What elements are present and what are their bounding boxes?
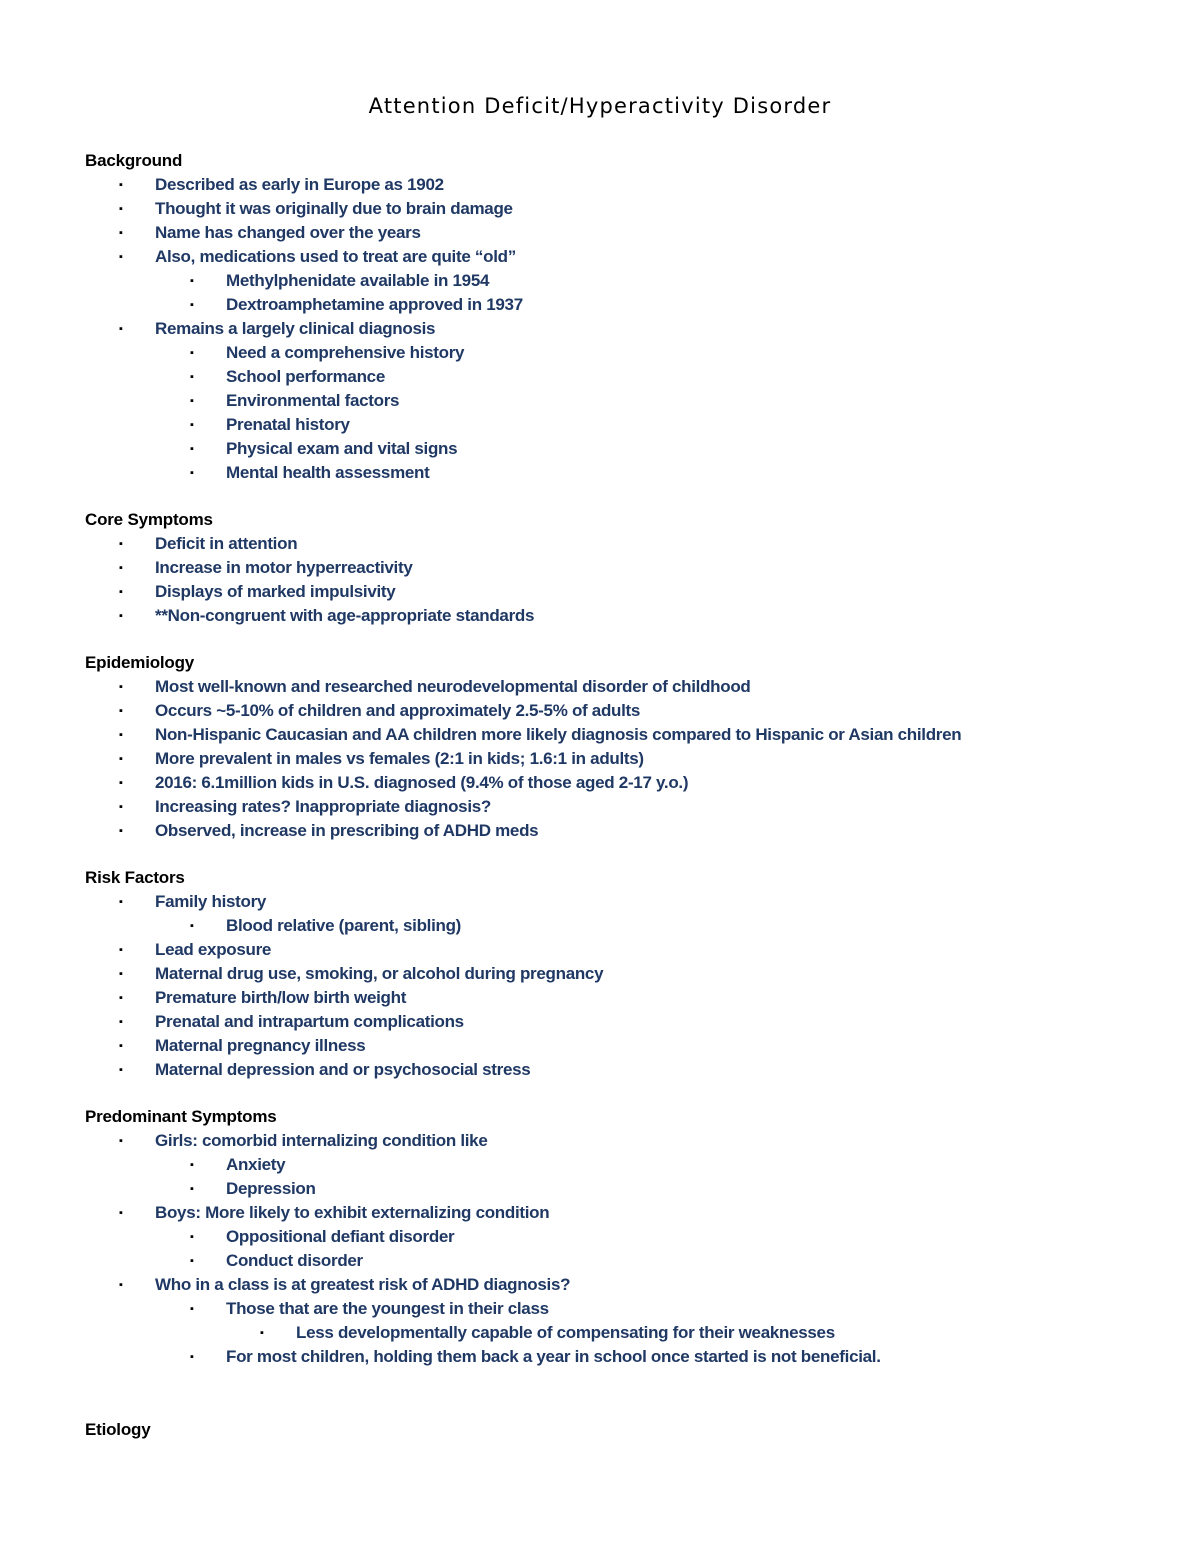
list-item-text: Anxiety xyxy=(226,1155,286,1174)
list-item xyxy=(85,1153,1185,1177)
list-item xyxy=(85,173,1185,197)
list-item-text: Deficit in attention xyxy=(155,534,298,553)
list-item-text: Also, medications used to treat are quite “old” xyxy=(155,247,516,266)
section-etiology xyxy=(85,1418,1185,1442)
list-item-text: Occurs ~5-10% of children and approximately 2.5-5% of adults xyxy=(155,701,641,720)
section-heading: Background xyxy=(85,151,183,170)
list-item xyxy=(85,1034,1185,1058)
list-item xyxy=(85,795,1185,819)
list-item xyxy=(85,365,1185,389)
list-item-text: Those that are the youngest in their class xyxy=(226,1299,549,1318)
bullet-icon: ▪ xyxy=(119,586,123,598)
list-item-text: Thought it was originally due to brain damage xyxy=(155,199,513,218)
list-item-text: Maternal depression and or psychosocial stress xyxy=(155,1060,531,1079)
section-heading: Epidemiology xyxy=(85,653,195,672)
bullet-icon: ▪ xyxy=(119,227,123,239)
list-item-text: More prevalent in males vs females (2:1 in kids; 1.6:1 in adults) xyxy=(155,749,644,768)
bullet-icon: ▪ xyxy=(119,538,123,550)
bullet-icon: ▪ xyxy=(119,801,123,813)
bullet-icon: ▪ xyxy=(119,1279,123,1291)
list-item xyxy=(85,699,1185,723)
list-item-text: Increasing rates? Inappropriate diagnosis? xyxy=(155,797,491,816)
list-item-text: Prenatal and intrapartum complications xyxy=(155,1012,464,1031)
list-item xyxy=(85,1058,1185,1082)
bullet-icon: ▪ xyxy=(119,729,123,741)
bullet-icon: ▪ xyxy=(119,1016,123,1028)
list-item-text: 2016: 6.1million kids in U.S. diagnosed (9.4% of those aged 2-17 y.o.) xyxy=(155,773,689,792)
bullet-icon: ▪ xyxy=(119,251,123,263)
bullet-icon: ▪ xyxy=(190,1159,194,1171)
list-item-text: Most well-known and researched neurodevelopmental disorder of childhood xyxy=(155,677,751,696)
list-item xyxy=(85,389,1185,413)
list-item xyxy=(85,1273,1185,1297)
list-item-text: Need a comprehensive history xyxy=(226,343,465,362)
list-item xyxy=(85,197,1185,221)
bullet-icon: ▪ xyxy=(190,467,194,479)
list-item xyxy=(85,413,1185,437)
bullet-icon: ▪ xyxy=(190,1231,194,1243)
list-item xyxy=(85,437,1185,461)
bullet-icon: ▪ xyxy=(119,777,123,789)
bullet-icon: ▪ xyxy=(119,896,123,908)
bullet-list xyxy=(85,675,1185,843)
list-item xyxy=(85,556,1185,580)
list-item xyxy=(85,1201,1185,1225)
section-core-symptoms xyxy=(85,508,1185,628)
list-item xyxy=(85,1129,1185,1153)
section-epidemiology xyxy=(85,651,1185,843)
bullet-icon: ▪ xyxy=(119,1135,123,1147)
list-item xyxy=(85,1225,1185,1249)
list-item xyxy=(85,293,1185,317)
section-heading: Risk Factors xyxy=(85,868,185,887)
bullet-icon: ▪ xyxy=(119,705,123,717)
list-item-text: Depression xyxy=(226,1179,316,1198)
bullet-list xyxy=(85,1129,1185,1369)
bullet-icon: ▪ xyxy=(190,920,194,932)
list-item-text: Blood relative (parent, sibling) xyxy=(226,916,462,935)
section-heading: Predominant Symptoms xyxy=(85,1107,277,1126)
list-item-text: Conduct disorder xyxy=(226,1251,363,1270)
bullet-icon: ▪ xyxy=(119,681,123,693)
list-item xyxy=(85,819,1185,843)
bullet-icon: ▪ xyxy=(119,179,123,191)
list-item-text: Girls: comorbid internalizing condition like xyxy=(155,1131,488,1150)
list-item xyxy=(85,604,1185,628)
list-item-text: Observed, increase in prescribing of ADHD meds xyxy=(155,821,539,840)
bullet-icon: ▪ xyxy=(119,323,123,335)
bullet-icon: ▪ xyxy=(190,443,194,455)
bullet-icon: ▪ xyxy=(119,203,123,215)
section-risk-factors xyxy=(85,866,1185,1082)
bullet-list xyxy=(85,532,1185,628)
list-item xyxy=(85,221,1185,245)
list-item-text: Environmental factors xyxy=(226,391,400,410)
list-item-text: Remains a largely clinical diagnosis xyxy=(155,319,436,338)
bullet-icon: ▪ xyxy=(190,419,194,431)
list-item-text: Family history xyxy=(155,892,267,911)
list-item xyxy=(85,341,1185,365)
list-item-text: Mental health assessment xyxy=(226,463,430,482)
section-predominant-symptoms xyxy=(85,1105,1185,1369)
list-item xyxy=(85,1010,1185,1034)
bullet-icon: ▪ xyxy=(190,1303,194,1315)
list-item-text: For most children, holding them back a year in school once started is not beneficial. xyxy=(226,1347,881,1366)
bullet-icon: ▪ xyxy=(119,1207,123,1219)
list-item xyxy=(85,580,1185,604)
list-item-text: Less developmentally capable of compensating for their weaknesses xyxy=(296,1323,835,1342)
bullet-icon: ▪ xyxy=(190,299,194,311)
list-item xyxy=(85,1345,1185,1369)
bullet-icon: ▪ xyxy=(119,992,123,1004)
bullet-icon: ▪ xyxy=(190,395,194,407)
list-item xyxy=(85,962,1185,986)
bullet-list xyxy=(85,890,1185,1082)
list-item xyxy=(85,986,1185,1010)
list-item-text: School performance xyxy=(226,367,385,386)
list-item-text: Displays of marked impulsivity xyxy=(155,582,396,601)
list-item xyxy=(85,890,1185,914)
list-item-text: Maternal pregnancy illness xyxy=(155,1036,366,1055)
list-item-text: Name has changed over the years xyxy=(155,223,421,242)
list-item xyxy=(85,1321,1185,1345)
list-item xyxy=(85,1177,1185,1201)
list-item xyxy=(85,269,1185,293)
list-item xyxy=(85,771,1185,795)
bullet-icon: ▪ xyxy=(190,371,194,383)
list-item xyxy=(85,914,1185,938)
list-item-text: Non-Hispanic Caucasian and AA children more likely diagnosis compared to Hispanic or Asian children xyxy=(155,725,962,744)
list-item-text: **Non-congruent with age-appropriate standards xyxy=(155,606,535,625)
list-item xyxy=(85,747,1185,771)
list-item-text: Oppositional defiant disorder xyxy=(226,1227,455,1246)
list-item xyxy=(85,675,1185,699)
bullet-icon: ▪ xyxy=(119,1064,123,1076)
list-item xyxy=(85,723,1185,747)
bullet-icon: ▪ xyxy=(190,347,194,359)
list-item-text: Dextroamphetamine approved in 1937 xyxy=(226,295,523,314)
bullet-icon: ▪ xyxy=(119,610,123,622)
bullet-icon: ▪ xyxy=(119,562,123,574)
list-item xyxy=(85,938,1185,962)
list-item xyxy=(85,1297,1185,1321)
bullet-icon: ▪ xyxy=(190,1351,194,1363)
bullet-icon: ▪ xyxy=(119,1040,123,1052)
bullet-icon: ▪ xyxy=(119,753,123,765)
section-background xyxy=(85,149,1185,485)
bullet-icon: ▪ xyxy=(260,1327,264,1339)
list-item xyxy=(85,317,1185,341)
section-heading: Core Symptoms xyxy=(85,510,213,529)
list-item-text: Who in a class is at greatest risk of ADHD diagnosis? xyxy=(155,1275,571,1294)
list-item xyxy=(85,532,1185,556)
bullet-list xyxy=(85,173,1185,485)
list-item-text: Methylphenidate available in 1954 xyxy=(226,271,490,290)
bullet-icon: ▪ xyxy=(119,944,123,956)
bullet-icon: ▪ xyxy=(190,1255,194,1267)
list-item-text: Described as early in Europe as 1902 xyxy=(155,175,444,194)
bullet-icon: ▪ xyxy=(190,275,194,287)
document-title: Attention Deficit/Hyperactivity Disorder xyxy=(368,94,832,118)
list-item-text: Increase in motor hyperreactivity xyxy=(155,558,413,577)
list-item xyxy=(85,245,1185,269)
list-item xyxy=(85,461,1185,485)
section-heading: Etiology xyxy=(85,1420,151,1439)
list-item-text: Boys: More likely to exhibit externalizing condition xyxy=(155,1203,550,1222)
list-item-text: Physical exam and vital signs xyxy=(226,439,458,458)
list-item-text: Prenatal history xyxy=(226,415,350,434)
list-item-text: Maternal drug use, smoking, or alcohol during pregnancy xyxy=(155,964,604,983)
list-item-text: Lead exposure xyxy=(155,940,272,959)
bullet-icon: ▪ xyxy=(119,825,123,837)
bullet-icon: ▪ xyxy=(190,1183,194,1195)
list-item xyxy=(85,1249,1185,1273)
list-item-text: Premature birth/low birth weight xyxy=(155,988,407,1007)
bullet-icon: ▪ xyxy=(119,968,123,980)
